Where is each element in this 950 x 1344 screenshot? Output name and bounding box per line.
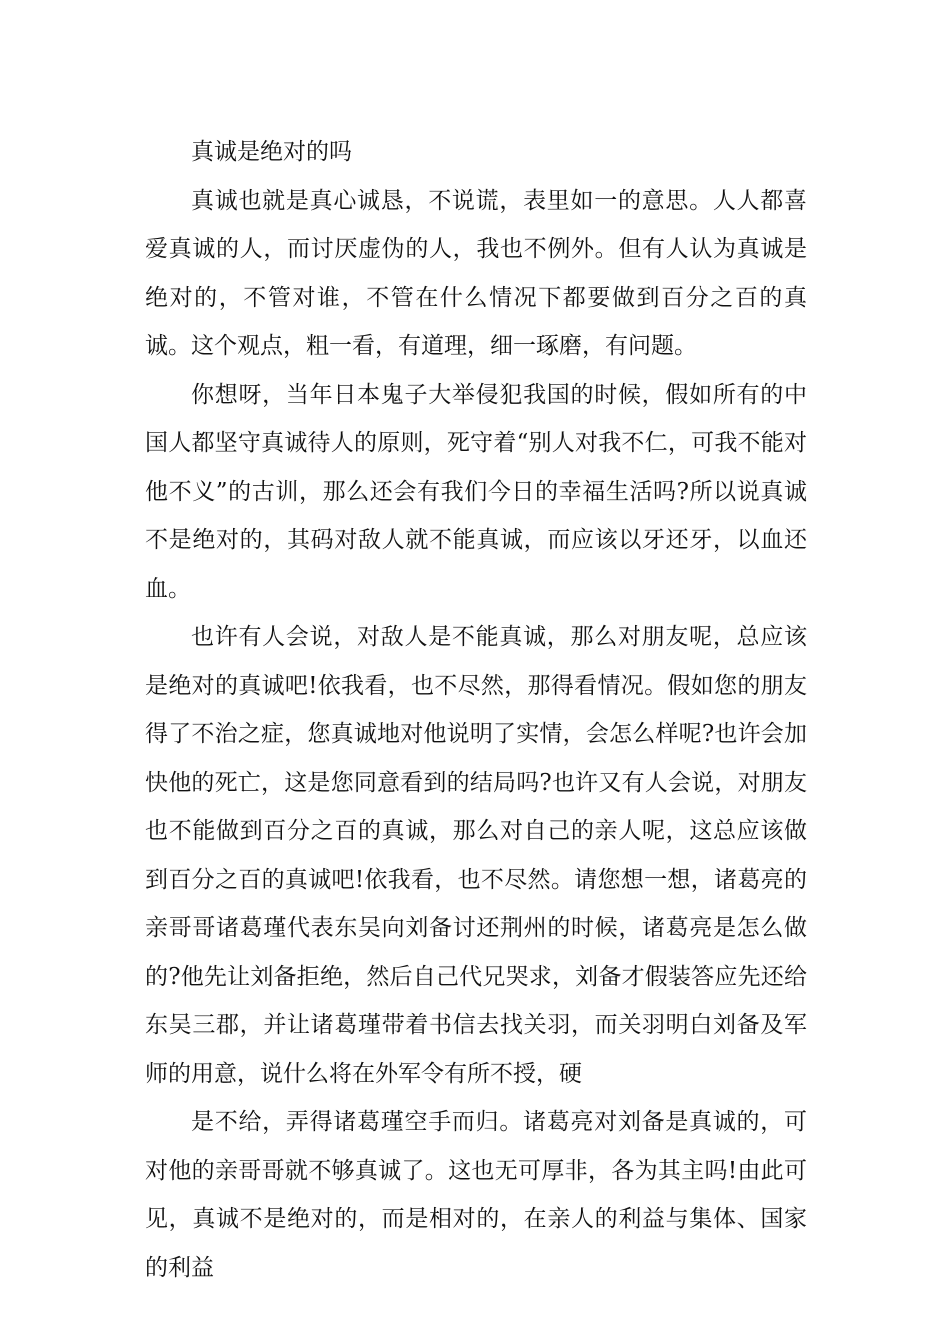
document-title: 真诚是绝对的吗 [191, 139, 352, 165]
paragraph-2: 你想呀，当年日本鬼子大举侵犯我国的时候，假如所有的中国人都坚守真诚待人的原则，死守着“别人对我不仁，可我不能对他不义”的古训，那么还会有我们今日的幸福生活吗?所以说真诚不是绝对的，其码对敌人就不能真诚，而应该以牙还牙，以血还血。 [145, 381, 807, 602]
paragraph-1: 真诚也就是真心诚恳，不说谎，表里如一的意思。人人都喜爱真诚的人，而讨厌虚伪的人，我也不例外。但有人认为真诚是绝对的，不管对谁，不管在什么情况下都要做到百分之百的真诚。这个观点，粗一看，有道理，细一琢磨，有问题。 [145, 187, 807, 359]
document-body [145, 128, 807, 1292]
paragraph-4: 是不给，弄得诸葛瑾空手而归。诸葛亮对刘备是真诚的，可对他的亲哥哥就不够真诚了。这也无可厚非，各为其主吗!由此可见，真诚不是绝对的，而是相对的，在亲人的利益与集体、国家的利益 [145, 1109, 807, 1281]
paragraph-3: 也许有人会说，对敌人是不能真诚，那么对朋友呢，总应该是绝对的真诚吧!依我看，也不尽然，那得看情况。假如您的朋友得了不治之症，您真诚地对他说明了实情，会怎么样呢?也许会加快他的死亡，这是您同意看到的结局吗?也许又有人会说，对朋友也不能做到百分之百的真诚，那么对自己的亲人呢，这总应该做到百分之百的真诚吧!依我看，也不尽然。请您想一想，诸葛亮的亲哥哥诸葛瑾代表东吴向刘备讨还荆州的时候，诸葛亮是怎么做的?他先让刘备拒绝，然后自己代兄哭求，刘备才假装答应先还给东吴三郡，并让诸葛瑾带着书信去找关羽，而关羽明白刘备及军师的用意，说什么将在外军令有所不授，硬 [145, 624, 807, 1087]
